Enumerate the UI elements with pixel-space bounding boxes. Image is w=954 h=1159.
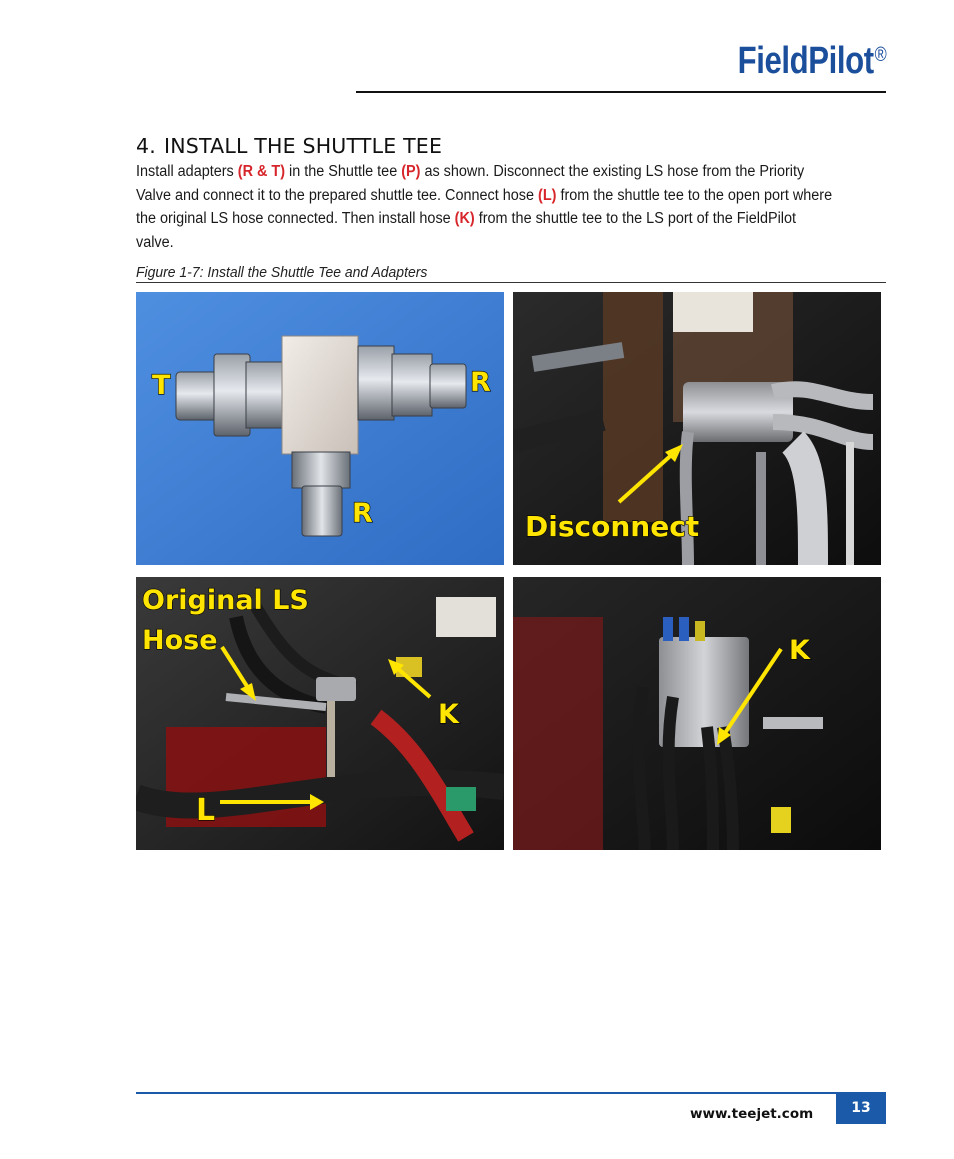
label-r-top: R [470, 367, 491, 398]
section-heading [136, 134, 442, 158]
body-text-5: from the shuttle tee to the LS port of the FieldPilot valve. [136, 210, 797, 251]
footer-rule [136, 1092, 886, 1094]
brand-name: FieldPilot [737, 40, 874, 82]
ref-p: (P) [401, 163, 421, 180]
ref-l: (L) [538, 186, 557, 204]
ref-k: (K) [454, 210, 475, 227]
label-hose: Hose [142, 625, 218, 656]
registered-mark: ® [874, 44, 886, 66]
instruction-paragraph [136, 160, 834, 254]
photo-original-ls-hose [136, 577, 504, 850]
body-text-1: Install adapters [136, 163, 238, 180]
figure-rule [136, 282, 886, 283]
label-k-valve: K [789, 635, 810, 666]
header-rule [356, 91, 886, 93]
label-l: L [196, 793, 216, 828]
section-title: INSTALL THE SHUTTLE TEE [163, 134, 443, 158]
label-disconnect: Disconnect [525, 510, 700, 543]
footer-url[interactable]: www.teejet.com [690, 1106, 814, 1122]
photo-fieldpilot-valve [513, 577, 881, 850]
section-number: 4. [136, 134, 156, 158]
label-k: K [438, 699, 459, 730]
page-number: 13 [836, 1092, 886, 1124]
photo-disconnect [513, 292, 881, 565]
ref-r-t: (R & T) [237, 163, 286, 180]
figure-caption: Figure 1-7: Install the Shuttle Tee and Adapters [136, 264, 428, 281]
body-text-2: in the Shuttle tee [285, 163, 402, 180]
body-text-3: as shown. Disconnect the existing LS hose from the Priority Valve and connect it to the prepared shuttle tee. Connect hose [136, 163, 805, 204]
label-original-ls: Original LS [142, 585, 309, 616]
label-r-bottom: R [352, 498, 373, 529]
photo-shuttle-tee [136, 292, 504, 565]
label-t: T [152, 370, 171, 401]
body-text-4: from the shuttle tee to the open port where the original LS hose connected. Then install hose [136, 186, 833, 227]
brand-logo [737, 40, 886, 83]
